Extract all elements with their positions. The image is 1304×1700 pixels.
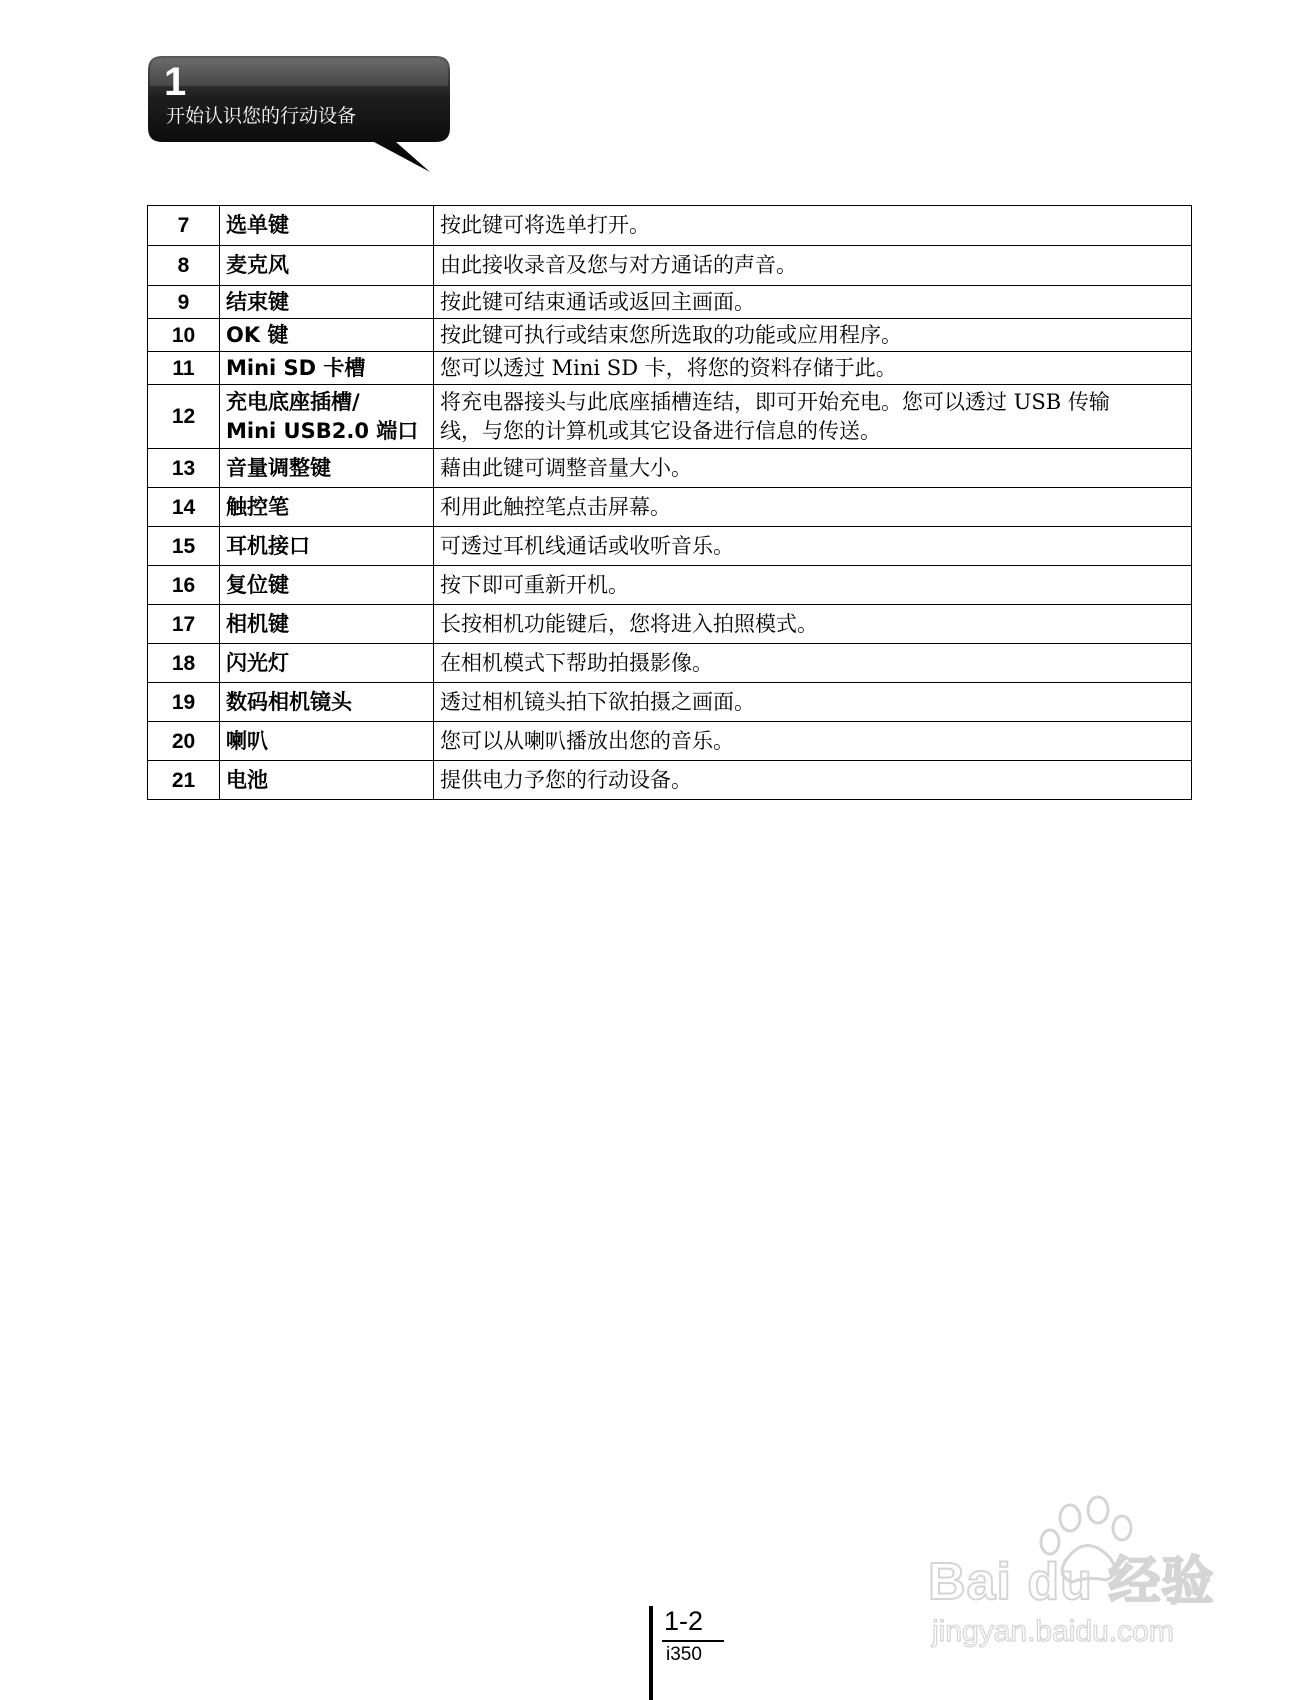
- item-description-line-1: 将充电器接头与此底座插槽连结，即可开始充电。您可以透过 USB 传输: [440, 389, 1110, 414]
- item-description: 长按相机功能键后，您将进入拍照模式。: [434, 605, 1192, 644]
- item-name: 选单键: [220, 206, 434, 246]
- watermark-logo-text: Bai du 经验: [928, 1553, 1215, 1611]
- item-description: 可透过耳机线通话或收听音乐。: [434, 527, 1192, 566]
- chapter-number: 1: [164, 60, 187, 104]
- item-number: 20: [148, 722, 220, 761]
- page-number-underline: [662, 1640, 724, 1642]
- table-row: [148, 683, 1192, 722]
- item-name: Mini SD 卡槽: [220, 352, 434, 385]
- item-name: [220, 385, 434, 449]
- table-row: [148, 566, 1192, 605]
- item-number: 17: [148, 605, 220, 644]
- table-row: [148, 286, 1192, 319]
- item-name: 电池: [220, 761, 434, 800]
- table-row: [148, 527, 1192, 566]
- item-number: 8: [148, 246, 220, 286]
- item-number: 12: [148, 385, 220, 449]
- item-name: 喇叭: [220, 722, 434, 761]
- item-description-line-2: 线，与您的计算机或其它设备进行信息的传送。: [440, 418, 881, 443]
- item-number: 15: [148, 527, 220, 566]
- chapter-title: 开始认识您的行动设备: [166, 105, 357, 127]
- item-name: 闪光灯: [220, 644, 434, 683]
- table-row: [148, 246, 1192, 286]
- table-row: [148, 385, 1192, 449]
- item-name: 触控笔: [220, 488, 434, 527]
- item-number: 14: [148, 488, 220, 527]
- item-number: 16: [148, 566, 220, 605]
- item-number: 10: [148, 319, 220, 352]
- item-number: 7: [148, 206, 220, 246]
- watermark-url: jingyan.baidu.com: [932, 1615, 1174, 1648]
- item-description: 按此键可执行或结束您所选取的功能或应用程序。: [434, 319, 1192, 352]
- item-description: 按此键可结束通话或返回主画面。: [434, 286, 1192, 319]
- table-row: [148, 488, 1192, 527]
- item-description: [434, 385, 1192, 449]
- item-name: OK 键: [220, 319, 434, 352]
- item-description: 您可以透过 Mini SD 卡，将您的资料存储于此。: [434, 352, 1192, 385]
- item-name: 麦克风: [220, 246, 434, 286]
- item-name: 相机键: [220, 605, 434, 644]
- item-description: 利用此触控笔点击屏幕。: [434, 488, 1192, 527]
- item-number: 18: [148, 644, 220, 683]
- item-name: 数码相机镜头: [220, 683, 434, 722]
- item-name: 复位键: [220, 566, 434, 605]
- item-description: 按此键可将选单打开。: [434, 206, 1192, 246]
- table-row: [148, 644, 1192, 683]
- table-row: [148, 352, 1192, 385]
- chapter-badge: [148, 56, 450, 142]
- table-row: [148, 605, 1192, 644]
- table-row: [148, 449, 1192, 488]
- model-name: i350: [666, 1644, 702, 1665]
- component-table: [147, 205, 1192, 800]
- table-row: [148, 319, 1192, 352]
- item-number: 11: [148, 352, 220, 385]
- item-name-line-1: 充电底座插槽/: [226, 389, 360, 414]
- table-row: [148, 206, 1192, 246]
- baidu-watermark: [920, 1488, 1220, 1648]
- item-description: 由此接收录音及您与对方通话的声音。: [434, 246, 1192, 286]
- page-number: 1-2: [664, 1606, 704, 1636]
- table-row: [148, 761, 1192, 800]
- item-number: 21: [148, 761, 220, 800]
- table-row: [148, 722, 1192, 761]
- item-description: 提供电力予您的行动设备。: [434, 761, 1192, 800]
- item-name: 结束键: [220, 286, 434, 319]
- item-name: 耳机接口: [220, 527, 434, 566]
- item-name-line-2: Mini USB2.0 端口: [226, 418, 419, 443]
- item-name: 音量调整键: [220, 449, 434, 488]
- item-number: 9: [148, 286, 220, 319]
- item-description: 您可以从喇叭播放出您的音乐。: [434, 722, 1192, 761]
- item-description: 藉由此键可调整音量大小。: [434, 449, 1192, 488]
- footer-divider: [649, 1606, 653, 1700]
- item-description: 透过相机镜头拍下欲拍摄之画面。: [434, 683, 1192, 722]
- item-number: 19: [148, 683, 220, 722]
- item-description: 在相机模式下帮助拍摄影像。: [434, 644, 1192, 683]
- item-number: 13: [148, 449, 220, 488]
- item-description: 按下即可重新开机。: [434, 566, 1192, 605]
